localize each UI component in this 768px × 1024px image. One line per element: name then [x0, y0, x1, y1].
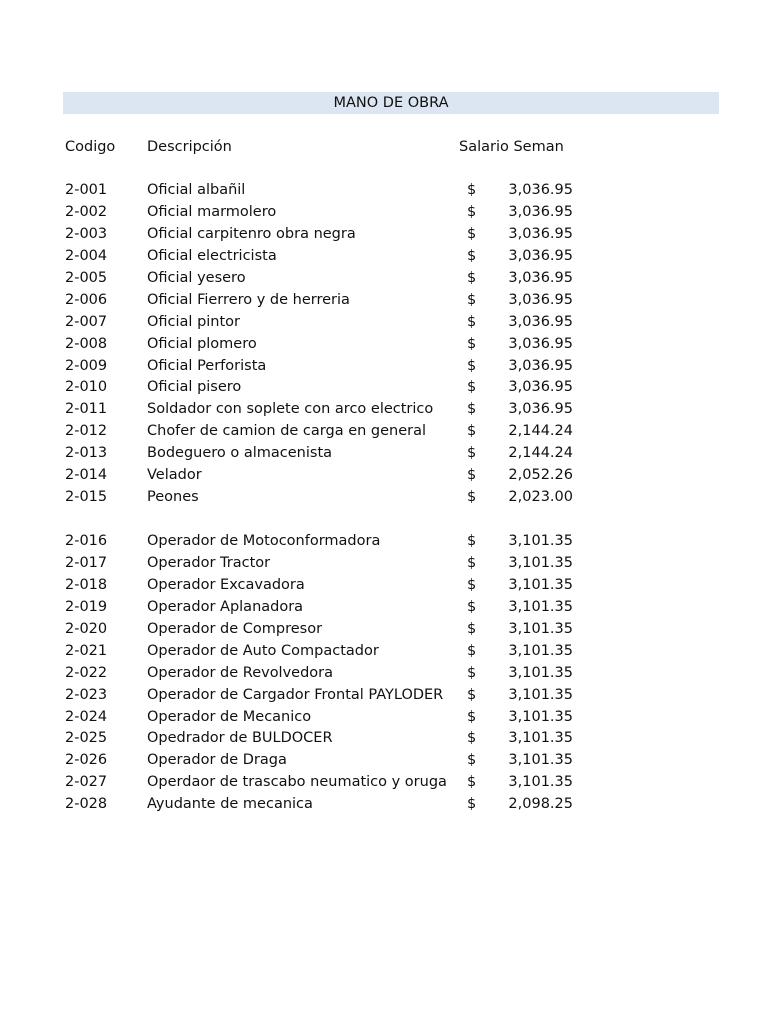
row-code: 2-018 — [65, 576, 108, 593]
header-code: Codigo — [65, 139, 116, 155]
row-code: 2-007 — [65, 313, 108, 330]
table-row — [0, 180, 768, 202]
table-row — [0, 334, 768, 356]
row-currency-symbol: $ — [467, 730, 477, 747]
row-description: Operador de Cargador Frontal PAYLODER — [147, 686, 444, 703]
table-row — [0, 597, 768, 619]
table-row — [0, 728, 768, 750]
row-amount: 3,101.35 — [508, 554, 573, 571]
table-row — [0, 685, 768, 707]
row-amount: 3,036.95 — [508, 291, 573, 308]
row-currency-symbol: $ — [467, 554, 477, 571]
row-description: Operdaor de trascabo neumatico y oruga — [147, 774, 447, 791]
row-code: 2-026 — [65, 752, 108, 769]
row-currency-symbol: $ — [467, 182, 477, 198]
row-currency-symbol: $ — [467, 313, 477, 330]
row-description: Operador de Motoconformadora — [147, 533, 381, 549]
table-row — [0, 246, 768, 268]
row-amount: 2,098.25 — [508, 796, 573, 813]
table-row — [0, 487, 768, 509]
row-currency-symbol: $ — [467, 489, 477, 506]
row-currency-symbol: $ — [467, 533, 477, 549]
table-row — [0, 377, 768, 399]
row-amount: 3,101.35 — [508, 598, 573, 615]
table-row — [0, 224, 768, 246]
row-amount: 3,036.95 — [508, 247, 573, 264]
row-description: Oficial plomero — [147, 335, 257, 352]
sheet-title: MANO DE OBRA — [63, 92, 719, 114]
row-amount: 3,036.95 — [508, 269, 573, 286]
row-currency-symbol: $ — [467, 401, 477, 418]
row-currency-symbol: $ — [467, 796, 477, 813]
row-code: 2-006 — [65, 291, 108, 308]
row-currency-symbol: $ — [467, 576, 477, 593]
row-currency-symbol: $ — [467, 445, 477, 462]
row-currency-symbol: $ — [467, 598, 477, 615]
row-description: Chofer de camion de carga en general — [147, 423, 427, 440]
row-currency-symbol: $ — [467, 686, 477, 703]
row-amount: 3,101.35 — [508, 642, 573, 659]
row-amount: 2,144.24 — [508, 423, 573, 440]
table-row — [0, 575, 768, 597]
row-code: 2-016 — [65, 533, 108, 549]
row-amount: 3,036.95 — [508, 225, 573, 242]
row-code: 2-023 — [65, 686, 108, 703]
header-salary: Salario Seman — [459, 139, 564, 155]
row-currency-symbol: $ — [467, 467, 477, 484]
row-currency-symbol: $ — [467, 357, 477, 374]
row-description: Operador de Draga — [147, 752, 287, 769]
table-row — [0, 202, 768, 224]
row-code: 2-009 — [65, 357, 108, 374]
row-amount: 2,052.26 — [508, 467, 573, 484]
row-description: Oficial Fierrero y de herreria — [147, 291, 350, 308]
row-description: Operador de Mecanico — [147, 708, 312, 725]
row-code: 2-015 — [65, 489, 108, 506]
row-description: Oficial electricista — [147, 247, 277, 264]
row-amount: 3,101.35 — [508, 708, 573, 725]
row-description: Peones — [147, 489, 199, 506]
table-row — [0, 794, 768, 816]
row-description: Opedrador de BULDOCER — [147, 730, 333, 747]
row-amount: 2,144.24 — [508, 445, 573, 462]
row-amount: 3,101.35 — [508, 620, 573, 637]
row-currency-symbol: $ — [467, 423, 477, 440]
row-description: Operador de Compresor — [147, 620, 323, 637]
row-description: Operador de Auto Compactador — [147, 642, 379, 659]
row-code: 2-019 — [65, 598, 108, 615]
row-code: 2-022 — [65, 664, 108, 681]
row-code: 2-017 — [65, 554, 108, 571]
row-description: Oficial Perforista — [147, 357, 267, 374]
table-row — [0, 707, 768, 729]
row-amount: 3,036.95 — [508, 203, 573, 220]
row-currency-symbol: $ — [467, 708, 477, 725]
table-row — [0, 750, 768, 772]
row-currency-symbol: $ — [467, 642, 477, 659]
row-description: Oficial albañil — [147, 182, 246, 198]
row-amount: 3,036.95 — [508, 182, 573, 198]
row-code: 2-014 — [65, 467, 108, 484]
row-amount: 3,101.35 — [508, 686, 573, 703]
row-currency-symbol: $ — [467, 269, 477, 286]
table-row — [0, 663, 768, 685]
row-code: 2-003 — [65, 225, 108, 242]
table-row — [0, 290, 768, 312]
row-amount: 2,023.00 — [508, 489, 573, 506]
column-header-row — [0, 136, 768, 158]
row-code: 2-028 — [65, 796, 108, 813]
row-description: Operador de Revolvedora — [147, 664, 334, 681]
row-amount: 3,036.95 — [508, 379, 573, 396]
table-row — [0, 312, 768, 334]
row-currency-symbol: $ — [467, 379, 477, 396]
row-description: Oficial pintor — [147, 313, 241, 330]
row-code: 2-020 — [65, 620, 108, 637]
row-amount: 3,036.95 — [508, 357, 573, 374]
row-currency-symbol: $ — [467, 335, 477, 352]
header-description: Descripción — [147, 139, 232, 155]
row-code: 2-027 — [65, 774, 108, 791]
row-description: Ayudante de mecanica — [147, 796, 313, 813]
row-currency-symbol: $ — [467, 203, 477, 220]
table-row — [0, 619, 768, 641]
row-description: Oficial marmolero — [147, 203, 277, 220]
row-amount: 3,036.95 — [508, 313, 573, 330]
row-currency-symbol: $ — [467, 225, 477, 242]
table-row — [0, 531, 768, 553]
table-row — [0, 399, 768, 421]
row-description: Oficial yesero — [147, 269, 246, 286]
row-currency-symbol: $ — [467, 291, 477, 308]
row-amount: 3,101.35 — [508, 576, 573, 593]
table-row — [0, 356, 768, 378]
row-description: Soldador con soplete con arco electrico — [147, 401, 434, 418]
row-code: 2-001 — [65, 182, 108, 198]
table-row — [0, 421, 768, 443]
row-amount: 3,036.95 — [508, 401, 573, 418]
row-amount: 3,101.35 — [508, 533, 573, 549]
table-body — [0, 180, 768, 816]
row-description: Oficial pisero — [147, 379, 242, 396]
row-amount: 3,036.95 — [508, 335, 573, 352]
row-code: 2-025 — [65, 730, 108, 747]
table-row — [0, 641, 768, 663]
row-description: Oficial carpitenro obra negra — [147, 225, 356, 242]
row-description: Velador — [147, 467, 202, 484]
row-currency-symbol: $ — [467, 620, 477, 637]
row-code: 2-002 — [65, 203, 108, 220]
row-code: 2-011 — [65, 401, 108, 418]
row-currency-symbol: $ — [467, 247, 477, 264]
table-row — [0, 443, 768, 465]
row-amount: 3,101.35 — [508, 664, 573, 681]
row-code: 2-024 — [65, 708, 108, 725]
row-description: Bodeguero o almacenista — [147, 445, 333, 462]
table-row — [0, 268, 768, 290]
row-amount: 3,101.35 — [508, 730, 573, 747]
group-spacer — [0, 509, 768, 531]
row-currency-symbol: $ — [467, 774, 477, 791]
table-row — [0, 772, 768, 794]
row-description: Operador Excavadora — [147, 576, 305, 593]
row-code: 2-008 — [65, 335, 108, 352]
row-code: 2-010 — [65, 379, 108, 396]
row-code: 2-005 — [65, 269, 108, 286]
table-row — [0, 465, 768, 487]
row-amount: 3,101.35 — [508, 752, 573, 769]
row-description: Operador Tractor — [147, 554, 271, 571]
row-code: 2-013 — [65, 445, 108, 462]
row-code: 2-004 — [65, 247, 108, 264]
row-description: Operador Aplanadora — [147, 598, 304, 615]
table-row — [0, 553, 768, 575]
row-currency-symbol: $ — [467, 752, 477, 769]
row-currency-symbol: $ — [467, 664, 477, 681]
row-code: 2-012 — [65, 423, 108, 440]
row-code: 2-021 — [65, 642, 108, 659]
row-amount: 3,101.35 — [508, 774, 573, 791]
